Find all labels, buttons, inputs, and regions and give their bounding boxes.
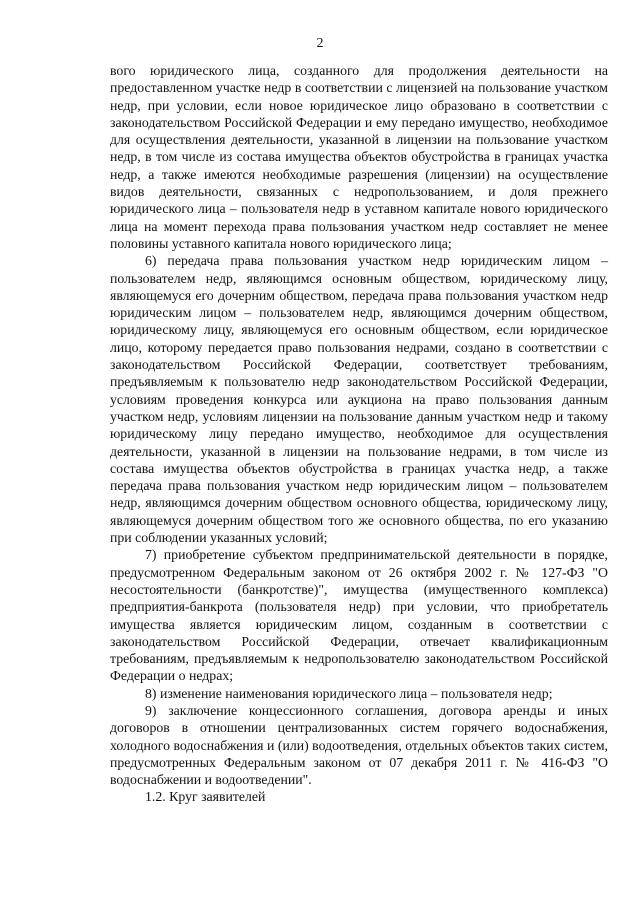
document-body (110, 62, 608, 806)
paragraph-continuation: вого юридического лица, созданного для продолжения деятельности на предоставленном участке недр в соответствии с лицензией на пользование участком недр, при условии, если новое юридическое лицо образовано в соответствии с законодательством Российской Федерации и ему передано имущество, необходимое для осуществления деятельности, указанной в лицензии на пользование участком недр, в том числе из состава имущества объектов обустройства в границах участка недр, а также имеются необходимые разрешения (лицензии) на осуществление видов деятельности, связанных с недропользованием, и доля прежнего юридического лица – пользователя недр в уставном капитале нового юридического лица на момент перехода права пользования участком недр составляет не менее половины уставного капитала нового юридического лица; (110, 63, 608, 251)
paragraph-item-7: 7) приобретение субъектом предпринимательской деятельности в порядке, предусмотренном Федеральным законом от 26 октября 2002 г. № 127-ФЗ "О несостоятельности (банкротстве)", имущества (имущественного комплекса) предприятия-банкрота (пользователя недр) при условии, что приобретатель имущества является юридическим лицом, созданным в соответствии с законодательством Российской Федерации, отвечает квалификационным требованиям, предъявляемым к недропользователю законодательством Российской Федерации о недрах; (110, 547, 608, 684)
paragraph-item-8: 8) изменение наименования юридического лица – пользователя недр; (145, 685, 553, 701)
section-heading-1-2: 1.2. Круг заявителей (145, 789, 266, 805)
paragraph-item-9: 9) заключение концессионного соглашения, договора аренды и иных договоров в отношении централизованных систем горячего водоснабжения, холодного водоснабжения и (или) водоотведения, отдельных объектов таких систем, предусмотренных Федеральным законом от 07 декабря 2011 г. № 416-ФЗ "О водоснабжении и водоотведении". (110, 702, 608, 788)
paragraph-item-6: 6) передача права пользования участком недр юридическим лицом – пользователем недр, являющимся основным обществом, юридическому лицу, являющемуся его дочерним обществом, передача права пользования участком недр юридическим лицом – пользователем недр, являющимся дочерним обществом, юридическому лицу, являющемуся его основным обществом, если юридическое лицо, которому передается право пользования недрами, создано в соответствии с законодательством Российской Федерации, соответствует требованиям, предъявляемым к пользователю недр законодательством Российской Федерации, условиям проведения конкурса или аукциона на право пользования данным участком недр, условиям лицензии на пользование данным участком недр и такому юридическому лицу передано имущество, необходимое для осуществления деятельности, указанной в лицензии на пользование недрами, в том числе из состава имущества объектов обустройства в границах участка недр, а также передача права пользования участком недр юридическим лицом – пользователем недр, являющимся дочерним обществом основного общества, юридическому лицу, являющемуся дочерним обществом того же основного общества, по его указанию при соблюдении указанных условий; (110, 253, 608, 546)
page-number: 2 (316, 36, 324, 51)
